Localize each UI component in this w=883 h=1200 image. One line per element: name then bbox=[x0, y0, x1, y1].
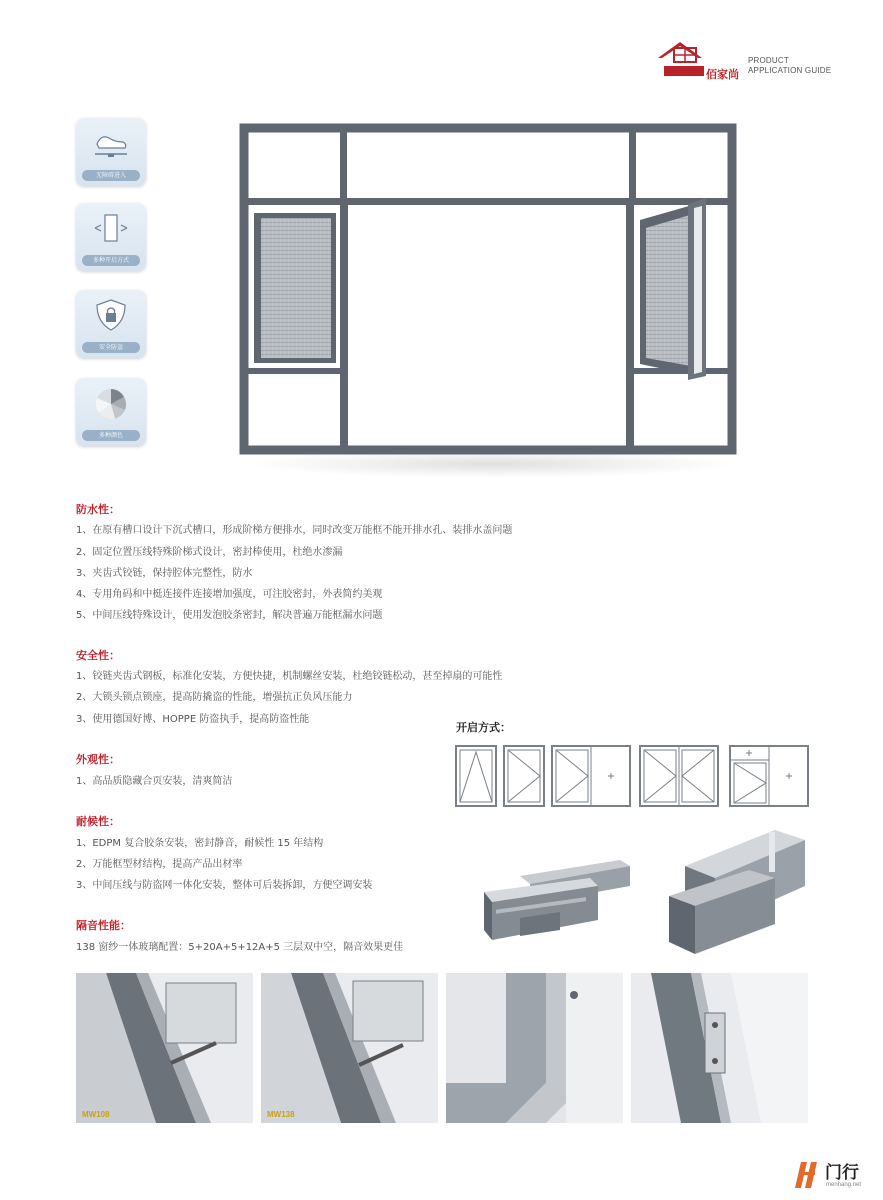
menhang-logo-icon bbox=[793, 1158, 823, 1190]
profile-mw138-image bbox=[665, 826, 815, 961]
left-screen-mesh bbox=[261, 218, 331, 358]
opening-diagrams bbox=[454, 742, 814, 812]
waterproof-item: 2、固定位置压线特殊阶梯式设计，密封棒使用，杜绝水渗漏 bbox=[76, 547, 343, 558]
safety-item: 2、大锁头锁点锁座，提高防撬盗的性能，增强抗正负风压能力 bbox=[76, 692, 353, 703]
photo-hinge-detail bbox=[631, 973, 808, 1123]
badge-caption: 安全防盗 bbox=[82, 342, 140, 353]
appearance-title: 外观性： bbox=[76, 753, 120, 766]
window-illustration bbox=[236, 118, 746, 463]
durability-item: 3、中间压线与防盗网一体化安装，整体可后装拆卸，方便空调安装 bbox=[76, 880, 373, 891]
badge-caption: 多种开启方式 bbox=[82, 255, 140, 266]
durability-item: 1、EDPM 复合胶条安装，密封静音，耐候性 15 年结构 bbox=[76, 838, 324, 849]
tagline-line-2: APPLICATION GUIDE bbox=[748, 66, 832, 75]
badge-security bbox=[76, 290, 146, 358]
durability-item: 2、万能框型材结构，提高产品出材率 bbox=[76, 859, 243, 870]
photo-mw138 bbox=[261, 973, 438, 1123]
badge-colors bbox=[76, 378, 146, 446]
footer-brand-name: 门行 bbox=[825, 1163, 859, 1183]
safety-title: 安全性： bbox=[76, 649, 120, 662]
brand-tagline bbox=[748, 56, 831, 76]
house-logo-icon bbox=[652, 38, 708, 82]
safety-item: 1、铰链夹齿式钢板，标准化安装，方便快捷，机制螺丝安装，杜绝铰链松动，甚至掉扇的可能性 bbox=[76, 671, 503, 682]
waterproof-title: 防水性： bbox=[76, 503, 120, 516]
badge-barrier-free bbox=[76, 118, 146, 186]
door-opening-icon bbox=[91, 209, 131, 249]
photo-mw108 bbox=[76, 973, 253, 1123]
safety-item: 3、使用德国好博、HOPPE 防盗执手，提高防盗性能 bbox=[76, 714, 310, 725]
appearance-item: 1、高品质隐藏合页安装，清爽简洁 bbox=[76, 776, 233, 787]
color-options-icon bbox=[91, 384, 131, 424]
photo-tag: MW138 bbox=[267, 1110, 295, 1119]
brand-name: 佰家尚 bbox=[706, 68, 739, 81]
photo-corner-joint bbox=[446, 973, 623, 1123]
soundproof-title: 隔音性能： bbox=[76, 919, 131, 932]
footer-watermark-logo bbox=[793, 1158, 873, 1194]
shield-lock-icon bbox=[91, 296, 131, 336]
shoe-threshold-icon bbox=[91, 124, 131, 164]
footer-domain: menhang.net bbox=[826, 1182, 862, 1188]
right-screen-mesh bbox=[646, 215, 691, 366]
brand-logo bbox=[652, 38, 852, 83]
photo-tag: MW108 bbox=[82, 1110, 110, 1119]
waterproof-item: 4、专用角码和中梃连接件连接增加强度，可注胶密封，外表简约美观 bbox=[76, 589, 383, 600]
waterproof-item: 1、在原有槽口设计下沉式槽口，形成阶梯方便排水，同时改变万能框不能开排水孔、装排水盖问题 bbox=[76, 525, 513, 536]
badge-caption: 无障碍进入 bbox=[82, 170, 140, 181]
durability-title: 耐候性： bbox=[76, 815, 120, 828]
tagline-line-1: PRODUCT bbox=[748, 56, 789, 65]
soundproof-item: 138 窗纱一体玻璃配置：5+20A+5+12A+5 三层双中空，隔音效果更佳 bbox=[76, 942, 404, 953]
badge-opening-modes bbox=[76, 203, 146, 271]
badge-caption: 多种颜色 bbox=[82, 430, 140, 441]
waterproof-item: 5、中间压线特殊设计，使用发泡胶条密封，解决普遍万能框漏水问题 bbox=[76, 610, 383, 621]
profile-mw108-image bbox=[480, 856, 635, 956]
waterproof-item: 3、夹齿式铰链，保持腔体完整性，防水 bbox=[76, 568, 253, 579]
opening-title: 开启方式： bbox=[456, 721, 511, 734]
